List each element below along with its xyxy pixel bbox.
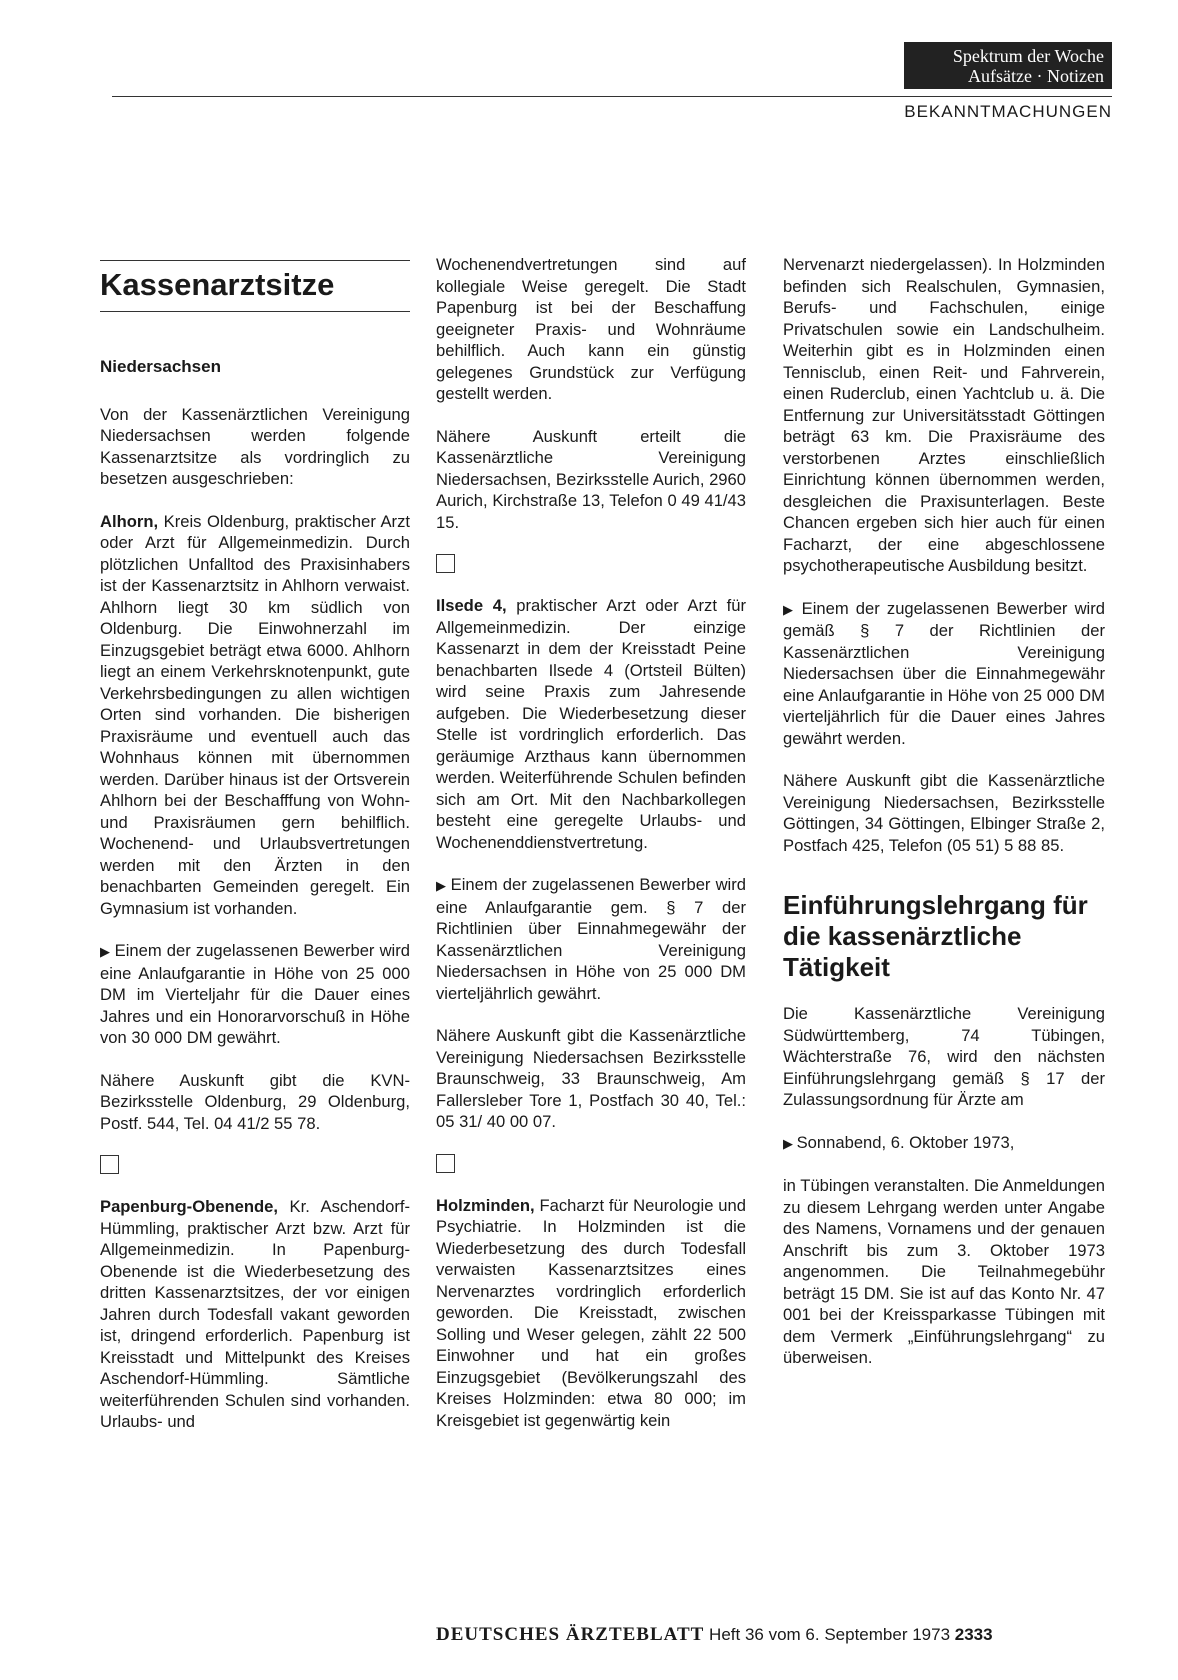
alhorn-contact: Nähere Auskunft gibt die KVN-Bezirksstelle Oldenburg, 29 Oldenburg, Postf. 544, Tel. 04 41/2 55 78.	[100, 1070, 410, 1133]
footer-masthead: DEUTSCHES ÄRZTEBLATT	[436, 1624, 705, 1645]
page-footer	[436, 1624, 993, 1646]
ilsede-name: Ilsede 4,	[436, 596, 507, 615]
alhorn-text: Kreis Oldenburg, praktischer Arzt oder Arzt für Allgemeinmedizin. Durch plötzlichen Unfalltod des Praxisinhabers ist der Kassenarztsitz in Ahlhorn verwaist. Ahlhorn liegt 30 km südlich von Oldenburg. Die Einwohnerzahl im Einzugsgebiet beträgt etwa 6000. Ahlhorn liegt an einem Verkehrsknotenpunkt, gute Verkehrsbedingungen zu allen wichtigen Orten sind vorhanden. Die bisherigen Praxisräume und eventuell auch das Wohnhaus können mit übernommen werden. Darüber hinaus ist der Ortsverein Ahlhorn bei der Beschafffung von Wohn- und Praxisräumen gern behilflich. Wochenend- und Urlaubsvertretungen werden mit den Ärzten in den benachbarten Gemeinden geregelt. Ein Gymnasium ist vorhanden.	[100, 511, 410, 918]
papenburg-name: Papenburg-Obenende,	[100, 1197, 278, 1216]
ilsede-paragraph	[436, 595, 746, 853]
triangle-bullet-icon: ▶	[783, 1135, 797, 1151]
square-separator-icon	[436, 554, 455, 573]
ilsede-guarantee	[436, 874, 746, 1004]
header-line-1: Spektrum der Woche	[952, 46, 1104, 66]
footer-issue: Heft 36 vom 6. September 1973	[709, 1625, 951, 1644]
papenburg-contact: Nähere Auskunft erteilt die Kassenärztliche Vereinigung Niedersachsen, Bezirksstelle Aurich, 2960 Aurich, Kirchstraße 13, Telefon 0 49 41/43 15.	[436, 426, 746, 532]
square-separator-icon	[100, 1155, 119, 1174]
column-2	[436, 254, 746, 1452]
header-rule	[112, 96, 1112, 97]
course-title: Einführungslehrgang für die kassenärztliche Tätigkeit	[783, 890, 1088, 982]
ilsede-contact: Nähere Auskunft gibt die Kassenärztliche Vereinigung Niedersachsen Bezirksstelle Braunschweig, 33 Braunschweig, Am Fallersleber Tore 1, Postfach 30 40, Tel.: 05 31/ 40 00 07.	[436, 1026, 746, 1131]
header-line-2: Aufsätze · Notizen	[968, 66, 1104, 86]
page-number: 2333	[954, 1625, 993, 1644]
holzminden-contact: Nähere Auskunft gibt die Kassenärztliche Vereinigung Niedersachsen, Bezirksstelle Göttingen, 34 Göttingen, Elbinger Straße 2, Postfach 425, Telefon (05 51) 5 88 85.	[783, 771, 1105, 855]
section-label: BEKANNTMACHUNGEN	[904, 102, 1112, 121]
holzminden-guarantee	[783, 598, 1105, 750]
triangle-bullet-icon: ▶	[783, 601, 802, 617]
papenburg-paragraph	[100, 1196, 410, 1433]
triangle-bullet-icon: ▶	[100, 944, 115, 959]
ilsede-text: praktischer Arzt oder Arzt für Allgemeinmedizin. Der einzige Kassenarzt in dem der Kreisstadt Peine benachbarten Ilsede 4 (Ortsteil Bülten) wird seine Praxis zum Jahresende aufgeben. Die Wiederbesetzung dieser Stelle ist vordringlich erforderlich. Das geräumige Arzthaus kann übernommen werden. Weiterführende Schulen befinden sich am Ort. Mit den Nachbarkollegen besteht eine geregelte Urlaubs- und Wochenenddienstvertretung.	[436, 596, 747, 852]
ilsede-guarantee-text: Einem der zugelassenen Bewerber wird eine Anlaufgarantie gem. § 7 der Richtlinien über Einnahmegewähr der Kassenärztlichen Vereinigung Niedersachsen in Höhe von 25 000 DM vierteljährlich gewährt.	[436, 875, 747, 1003]
course-date	[783, 1132, 1105, 1155]
intro-paragraph: Von der Kassenärztlichen Vereinigung Niedersachsen werden folgende Kassenarztsitze als vordringlich zu besetzen ausgeschrieben:	[100, 404, 410, 488]
holzminden-name: Holzminden,	[436, 1195, 535, 1215]
alhorn-name: Alhorn,	[100, 511, 159, 531]
column-3	[783, 254, 1105, 1390]
alhorn-guarantee-text: Einem der zugelassenen Bewerber wird eine Anlaufgarantie in Höhe von 25 000 DM im Vierteljahr für die Dauer eines Jahres und ein Honorarvorschuß in Höhe von 30 000 DM gewährt.	[100, 941, 411, 1047]
course-text: in Tübingen veranstalten. Die Anmeldungen zu diesem Lehrgang werden unter Angabe des Namens, Vornamens und der genauen Anschrift bis zum 3. Oktober 1973 angenommen. Die Teilnahmegebühr beträgt 15 DM. Sie ist auf das Konto Nr. 47 001 bei der Kreissparkasse Tübingen mit dem Vermerk „Einführungslehrgang“ zu überweisen.	[783, 1176, 1105, 1367]
column-1	[100, 260, 410, 1454]
region-subhead: Niedersachsen	[100, 357, 221, 376]
alhorn-guarantee	[100, 940, 410, 1049]
course-intro: Die Kassenärztliche Vereinigung Südwürttemberg, 74 Tübingen, Wächterstraße 76, wird den nächsten Einführungslehrgang gemäß § 17 der Zulassungsordnung für Ärzte am	[783, 1004, 1105, 1109]
page-title: Kassenarztsitze	[100, 260, 410, 312]
holzminden-text: Facharzt für Neurologie und Psychiatrie. In Holzminden ist die Wiederbesetzung des durch Todesfall verwaisten Kassenarztsitzes eines Nervenarztes vordringlich erforderlich geworden. Die Kreisstadt, zwischen Solling und Weser gelegen, zählt 22 500 Einwohner und hat ein großes Einzugsgebiet (Bevölkerungszahl des Kreises Holzminden: etwa 80 000; im Kreisgebiet ist gegenwärtig kein	[436, 1195, 746, 1430]
square-separator-icon	[436, 1154, 455, 1173]
course-date-text: Sonnabend, 6. Oktober 1973,	[796, 1132, 1015, 1152]
holzminden-guarantee-text: Einem der zugelassenen Bewerber wird gemäß § 7 der Richtlinien der Kassenärztlichen Vereinigung Niedersachsen über die Einnahmegewähr eine Anlaufgarantie in Höhe von 25 000 DM vierteljährlich für die Dauer eines Jahres gewährt werden.	[783, 598, 1106, 748]
alhorn-paragraph	[100, 511, 410, 920]
triangle-bullet-icon: ▶	[436, 878, 451, 893]
papenburg-text: Kr. Aschendorf-Hümmling, praktischer Arzt bzw. Arzt für Allgemeinmedizin. In Papenburg-Obenende ist die Wiederbesetzung des dritten Kassenarztsitzes, der vor einigen Jahren durch Todesfall vakant geworden ist, dringend erforderlich. Papenburg ist Kreisstadt und Mittelpunkt des Kreises Aschendorf-Hümmling. Sämtliche weiterführenden Schulen sind vorhanden. Urlaubs- und	[100, 1197, 410, 1431]
holzminden-continued: Nervenarzt niedergelassen). In Holzminden befinden sich Realschulen, Gymnasien, Berufs- und Fachschulen, einige Privatschulen sowie ein Landschulheim. Weiterhin gibt es in Holzminden einen Tennisclub, einen Reit- und Fahrverein, einen Ruderclub, einen Yachtclub u. ä. Die Entfernung zur Universitätsstadt Göttingen beträgt 63 km. Die Praxisräume des verstorbenen Arztes einschließlich Einrichtung können übernommen werden, desgleichen die Praxisunterlagen. Beste Chancen ergeben sich hier auch für einen Facharzt, der eine abgeschlossene psychotherapeutische Ausbildung besitzt.	[783, 255, 1105, 575]
papenburg-continued: Wochenendvertretungen sind auf kollegiale Weise geregelt. Die Stadt Papenburg ist bei der Beschaffung geeigneter Praxis- und Wohnräume behilflich. Auch kann ein günstig gelegenes Grundstück zur Verfügung gestellt werden.	[436, 255, 746, 403]
holzminden-paragraph	[436, 1195, 746, 1432]
header-tag	[904, 42, 1112, 89]
